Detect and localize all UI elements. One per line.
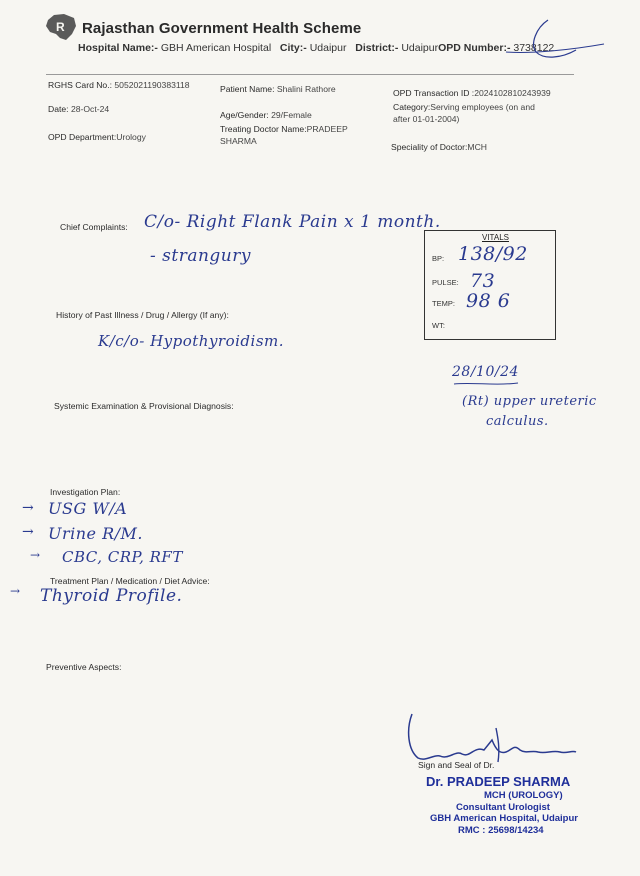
weight-label: WT: bbox=[432, 321, 445, 330]
history-note: K/c/o- Hypothyroidism. bbox=[98, 332, 285, 350]
chief-complaints-label: Chief Complaints: bbox=[60, 222, 128, 232]
investigation-item-3: CBC, CRP, RFT bbox=[62, 548, 183, 566]
district-value: Udaipur bbox=[401, 42, 439, 54]
temp-value: 98 6 bbox=[466, 290, 511, 312]
complaint-line-2: - strangury bbox=[150, 246, 251, 266]
investigation-arrow-2: → bbox=[22, 524, 35, 540]
age-gender-field: Age/Gender: 29/Female bbox=[220, 110, 312, 120]
date-field: Date: 28-Oct-24 bbox=[48, 104, 110, 114]
treating-doctor-field-line-2: SHARMA bbox=[220, 136, 257, 146]
investigation-item-1: USG W/A bbox=[48, 499, 128, 518]
complaint-line-1: C/o- Right Flank Pain x 1 month. bbox=[144, 212, 441, 232]
exam-date: 28/10/24 bbox=[452, 364, 519, 380]
date-underline bbox=[452, 380, 522, 388]
rajasthan-logo-icon bbox=[44, 12, 78, 42]
header-divider bbox=[46, 74, 574, 75]
history-label: History of Past Illness / Drug / Allergy (If any): bbox=[56, 310, 229, 320]
svg-text:R: R bbox=[56, 20, 65, 34]
district-label: District:- bbox=[355, 42, 399, 54]
category-field-line-2: after 01-01-2004) bbox=[393, 114, 460, 124]
seal-role: Consultant Urologist bbox=[456, 802, 550, 813]
seal-rmc: RMC : 25698/14234 bbox=[458, 825, 544, 836]
city-value: Udaipur bbox=[309, 42, 347, 54]
seal-degree: MCH (UROLOGY) bbox=[484, 790, 563, 801]
temp-label: TEMP: bbox=[432, 299, 455, 308]
opd-transaction-field: OPD Transaction ID :2024102810243939 bbox=[393, 88, 551, 98]
treatment-plan-label: Treatment Plan / Medication / Diet Advice: bbox=[50, 576, 210, 586]
investigation-plan-label: Investigation Plan: bbox=[50, 487, 121, 497]
seal-doctor-name: Dr. PRADEEP SHARMA bbox=[426, 774, 571, 789]
diagnosis-line-1: (Rt) upper ureteric bbox=[462, 394, 597, 409]
bp-label: BP: bbox=[432, 254, 445, 263]
city-label: City:- bbox=[279, 42, 307, 54]
vitals-title: VITALS bbox=[482, 233, 509, 242]
opd-number-label: OPD Number:- bbox=[438, 42, 511, 54]
header-info-line bbox=[78, 42, 554, 54]
patient-name-field: Patient Name: Shalini Rathore bbox=[220, 84, 336, 94]
seal-hospital: GBH American Hospital, Udaipur bbox=[430, 813, 578, 824]
bp-value: 138/92 bbox=[458, 243, 528, 265]
treatment-arrow: → bbox=[10, 584, 21, 598]
treatment-item-1: Thyroid Profile. bbox=[40, 586, 183, 606]
investigation-arrow-3: → bbox=[30, 548, 41, 562]
category-field: Category:Serving employees (on and bbox=[393, 102, 535, 112]
hospital-value: GBH American Hospital bbox=[160, 42, 272, 54]
pen-scribble bbox=[500, 14, 610, 66]
opd-department-field: OPD Department:Urology bbox=[48, 132, 146, 142]
treating-doctor-field: Treating Doctor Name:PRADEEP bbox=[220, 124, 348, 134]
page-title: Rajasthan Government Health Scheme bbox=[82, 20, 362, 37]
investigation-item-2: Urine R/M. bbox=[48, 524, 144, 543]
preventive-aspects-label: Preventive Aspects: bbox=[46, 662, 122, 672]
diagnosis-line-2: calculus. bbox=[486, 414, 549, 429]
pulse-label: PULSE: bbox=[432, 278, 459, 287]
systemic-exam-label: Systemic Examination & Provisional Diagnosis: bbox=[54, 401, 234, 411]
opd-number-value: 3738122 bbox=[513, 42, 555, 54]
pulse-value: 73 bbox=[470, 270, 496, 292]
hospital-label: Hospital Name:- bbox=[78, 42, 158, 54]
investigation-arrow-1: → bbox=[22, 500, 35, 516]
sign-seal-label: Sign and Seal of Dr. bbox=[418, 760, 495, 770]
speciality-field: Speciality of Doctor:MCH bbox=[391, 142, 487, 152]
rghs-card-field: RGHS Card No.: 5052021190383118 bbox=[48, 80, 190, 90]
